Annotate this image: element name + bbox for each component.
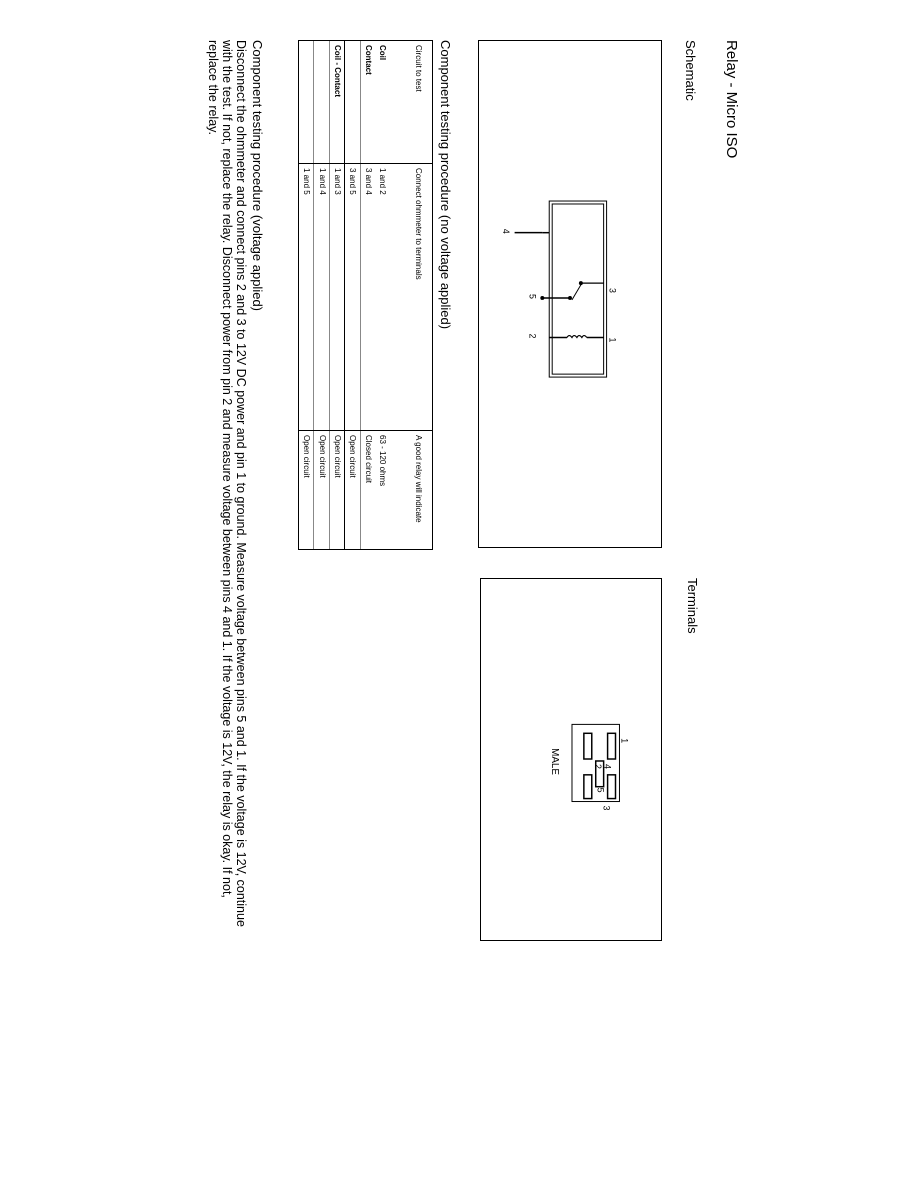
table-row [375, 41, 389, 549]
row-result: 63 - 120 ohms [378, 435, 388, 487]
row-circuit: Contact [360, 41, 375, 164]
table-header-row [389, 41, 432, 549]
row-circuit [299, 41, 314, 164]
schematic-heading: Schematic [683, 40, 698, 101]
coil-winding [567, 336, 587, 338]
row-terminals: 1 and 4 [314, 164, 329, 431]
terminal-pin-1 [608, 733, 616, 759]
pin-1-label: 1 [607, 337, 618, 343]
row-terminals: 3 and 5 [345, 164, 360, 431]
voltage-test-heading: Component testing procedure (voltage applied) [250, 40, 265, 312]
row-result: Open circuit [345, 431, 360, 550]
row-result: Closed circuit [363, 435, 373, 484]
header-terminals: Connect ohmmeter to terminals [389, 164, 432, 431]
terminal-caption: MALE [549, 748, 561, 776]
pin-2-label: 2 [527, 333, 538, 339]
row-result: Open circuit [314, 431, 329, 550]
table-row [360, 41, 375, 549]
terminal-label-4: 4 [602, 763, 613, 769]
row-circuit [314, 41, 329, 164]
page-title: Relay - Micro ISO [723, 40, 740, 159]
terminal-pin-4 [608, 775, 616, 799]
terminal-layout-diagram [481, 579, 661, 940]
schematic-diagram-box [478, 40, 662, 548]
voltage-test-instructions [206, 40, 248, 940]
row-circuit: Coil - Contact [329, 41, 344, 164]
row-terminals: 3 and 4 [360, 164, 375, 431]
row-terminals: 1 and 2 [375, 164, 389, 431]
no-voltage-test-heading: Component testing procedure (no voltage applied) [438, 40, 453, 330]
row-circuit: Coil [375, 41, 389, 164]
row-result: Open circuit [299, 431, 314, 550]
terminals-diagram-box [480, 578, 662, 941]
table-row [329, 41, 344, 549]
terminal-pin-3 [584, 775, 592, 799]
row-circuit [345, 41, 360, 164]
table-row [345, 41, 360, 549]
switch-contact [572, 283, 582, 300]
terminal-label-3: 3 [601, 805, 612, 811]
row-result: Open circuit [329, 431, 344, 550]
table-row [314, 41, 329, 549]
header-result: A good relay will indicate [414, 435, 423, 523]
pin-5-label: 5 [527, 294, 538, 299]
row-terminals: 1 and 3 [329, 164, 344, 431]
voltage-test-paragraph: Disconnect the ohmmeter and connect pins 2 and 3 to 12V DC power and pin 1 to ground. Measure voltage between pins 5 and 1. If the voltage is 12V, continue with the test. If not, replace the relay. Disconnect power from pin 2 and measure voltage between pins 4 and 1. If the voltage is 12V, the relay is okay. If not, replace the relay. [206, 40, 248, 927]
row-terminals: 1 and 5 [299, 164, 314, 431]
terminals-heading: Terminals [685, 578, 700, 634]
relay-schematic-diagram [479, 41, 661, 547]
header-circuit: Circuit to test [389, 41, 432, 164]
terminal-label-5: 5 [595, 787, 606, 793]
pin-3-label: 3 [607, 288, 618, 294]
table-row [299, 41, 314, 549]
test-procedure-table [298, 40, 433, 550]
terminal-pin-2 [584, 733, 592, 759]
terminal-label-2: 2 [592, 763, 603, 769]
pin-4-label: 4 [500, 228, 511, 234]
terminal-label-1: 1 [619, 738, 630, 744]
